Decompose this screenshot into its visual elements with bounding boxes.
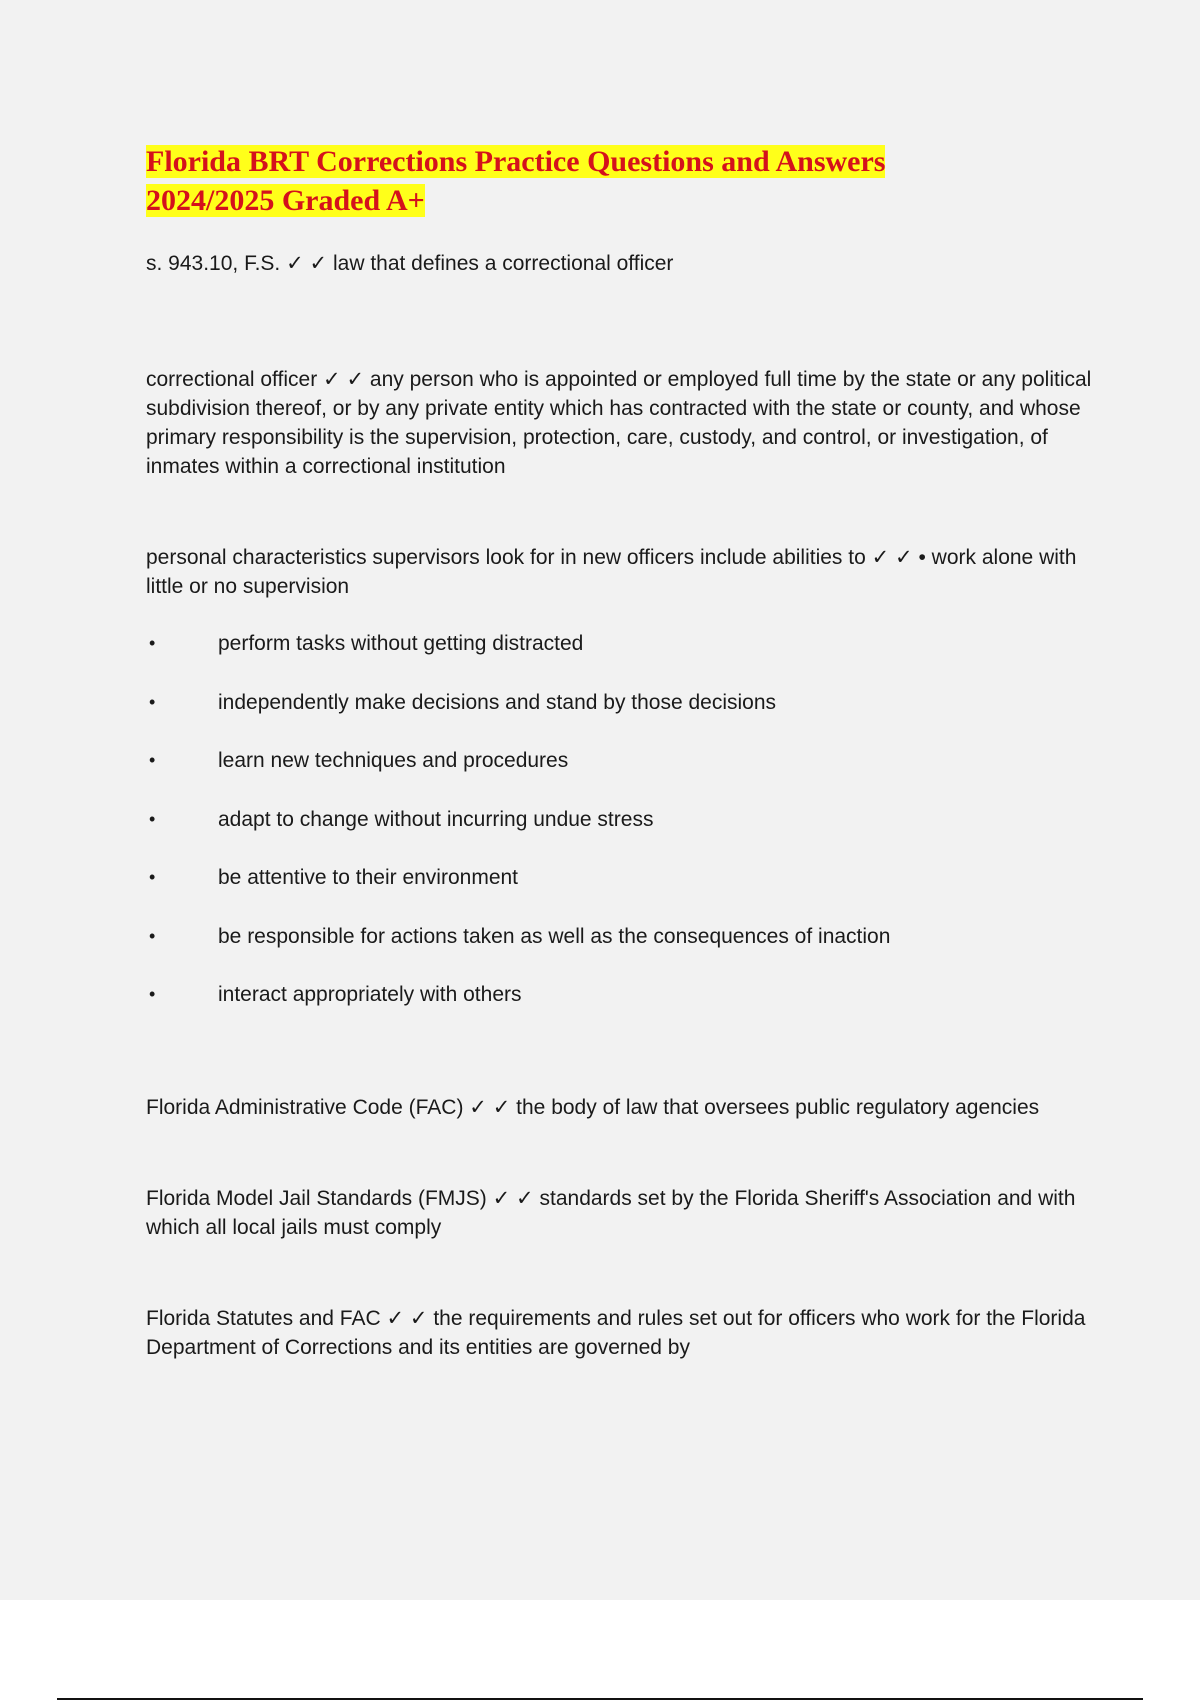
qa-term: Florida Model Jail Standards (FMJS) [146,1187,487,1210]
list-item [146,746,1092,775]
document-title [146,142,1092,220]
document-content [146,142,1092,1362]
check-marks: ✓ ✓ [469,1096,511,1119]
qa-item [146,543,1092,601]
qa-item [146,1093,1092,1122]
check-marks: ✓ ✓ [323,368,365,391]
qa-item [146,249,1092,278]
bullet-icon: • [149,750,156,770]
bullet-icon: • [149,808,156,829]
qa-item [146,365,1092,481]
bullet-icon: • [149,633,156,653]
qa-term: Florida Statutes and FAC [146,1307,381,1330]
list-item [146,863,1092,892]
list-item-text: perform tasks without getting distracted [218,632,584,655]
qa-answer: the requirements and rules set out for officers who work for the Florida Department of Corrections and its entities are governed by [146,1307,1086,1359]
list-item [146,805,1092,834]
qa-answer: law that defines a correctional officer [332,252,674,275]
qa-answer: any person who is appointed or employed full time by the state or any political subdivision thereof, or by any private entity which has contracted with the state or county, and whose primary responsibility is the supervision, protection, care, custody, and control, or investigation, of inmates within a correctional institution [146,368,1092,478]
list-item [146,629,1092,658]
list-item [146,980,1092,1009]
qa-answer: the body of law that oversees public regulatory agencies [516,1096,1040,1119]
check-marks: ✓ ✓ [386,1307,428,1330]
qa-term: correctional officer [146,368,318,391]
qa-term: s. 943.10, F.S. [146,252,281,275]
check-marks: ✓ ✓ [492,1187,534,1210]
qa-term: personal characteristics supervisors look for in new officers include abilities to [146,546,866,569]
list-item [146,688,1092,717]
list-item-text: interact appropriately with others [218,983,522,1006]
qa-item [146,1304,1092,1362]
bullet-icon: • [149,867,156,887]
list-item-text: adapt to change without incurring undue stress [218,807,654,831]
bullet-icon: • [149,984,156,1004]
bullet-icon: • [149,925,156,946]
title-line-2: 2024/2025 Graded A+ [146,184,425,217]
title-line-1: Florida BRT Corrections Practice Questions and Answers [146,145,886,178]
list-item [146,922,1092,951]
list-item-text: be attentive to their environment [218,866,519,889]
list-item-text: independently make decisions and stand by those decisions [218,690,777,714]
ability-list [146,629,1092,1009]
qa-answer: • work alone with little or no supervision [146,546,1077,598]
check-marks: ✓ ✓ [871,546,913,569]
qa-term: Florida Administrative Code (FAC) [146,1096,464,1119]
bullet-icon: • [149,691,156,712]
qa-answer: standards set by the Florida Sheriff's Association and with which all local jails must comply [146,1187,1076,1239]
check-marks: ✓ ✓ [286,252,328,275]
qa-item [146,1184,1092,1242]
list-item-text: be responsible for actions taken as well as the consequences of inaction [218,924,891,948]
list-item-text: learn new techniques and procedures [218,749,569,772]
